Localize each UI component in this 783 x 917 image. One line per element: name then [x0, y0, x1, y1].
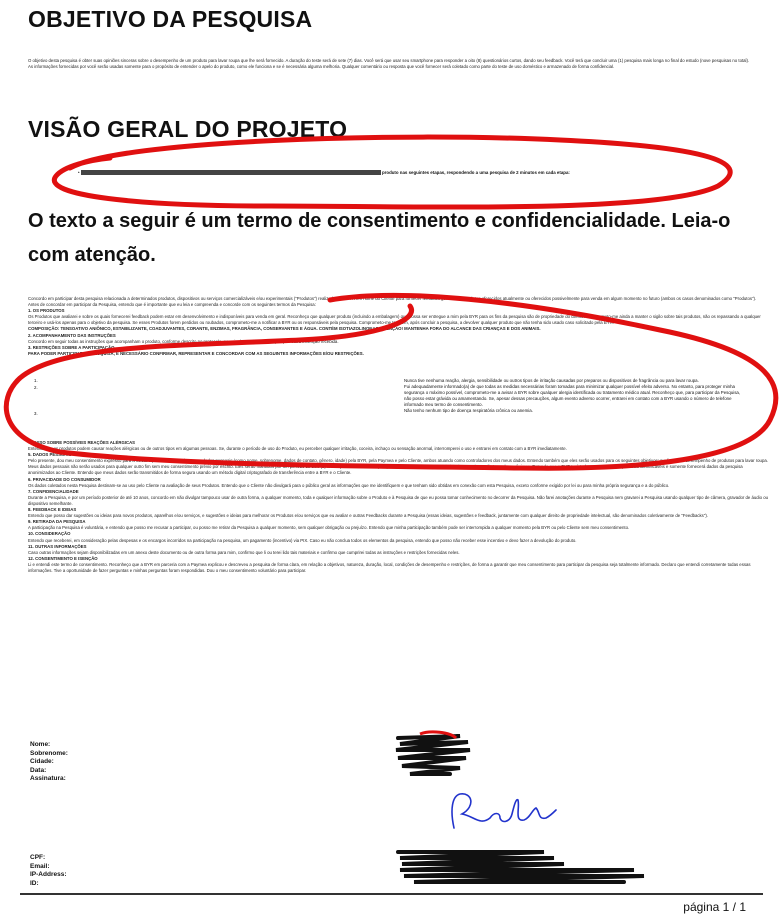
- field-email: Email:: [30, 862, 50, 870]
- visao-bullet-text: produto nas seguintes etapas, respondendo a uma pesquisa de 2 minutos em cada etapa:: [382, 170, 570, 175]
- redaction-scribble-2: [394, 846, 654, 886]
- objetivo-paragraph-2: As informações fornecidas por você serão usadas somente para o propósito de entender o apelo do produto, como ele funciona e se é necessária alguma melhoria. Qualquer comentário ou resposta que você fornecer será coletado como parte do teste de uso doméstico e armazenado de forma confidencial.: [28, 64, 615, 70]
- section-6-text: Os dados coletados nesta Pesquisa destinam-se ao uso pelo Cliente na avaliação de seus Produtos. Entendo que o Cliente não divulgará para o público geral as informações que me identifiquem e que tenham sido obtidas em conexão com esta Pesquisa, exceto conforme exigido por lei ou para minha própria segurança e a do público.: [28, 482, 670, 488]
- red-circle-visao: [54, 137, 730, 207]
- section-2-text: Concordo em seguir todas as instruções que acompanham o produto, conforme descrito no protocolo, no guia do usuário ou em qualquer outra instrução recebida.: [28, 338, 339, 344]
- restrictions-numbers: 1. 2. 3.: [34, 378, 38, 416]
- field-id: ID:: [30, 879, 39, 887]
- section-4-title: 4. AVISO SOBRE POSSÍVEIS REAÇÕES ALÉRGICAS: [28, 440, 136, 445]
- page-number: página 1 / 1: [683, 900, 746, 914]
- section-8-text: Entendo que posso dar sugestões ou ideias para novos produtos, aparelhos e/ou serviços, e sugestões e ideias para melhorar os Produtos e/ou serviços que eu avaliar e outras Feedbacks durante a Pesquisa (essas ideias, sugestões e feedback, juntamente com qualquer direito de propriedade intelectual, são denominados coletivamente de "Feedbacks").: [28, 513, 708, 519]
- objetivo-paragraph-1: O objetivo desta pesquisa é obter suas opiniões sinceras sobre o desempenho de um produto para lavar roupa que lhe será fornecido. A duração do teste será de sete (7) dias. Você será que usar seu smartphone para responder a oito (8) questionários curtos, dando seu feedback. Você terá que concluir uma (1) pesquisa mais longa no final do estudo (nove pesquisas no total).: [28, 58, 750, 63]
- section-1-title: 1. OS PRODUTOS: [28, 308, 65, 314]
- visao-heading: VISÃO GERAL DO PROJETO: [28, 116, 348, 142]
- section-11-title: 11. OUTRAS INFORMAÇÕES: [28, 543, 87, 549]
- section-6-title: 6. PRIVACIDADE DO CONSUMIDOR: [28, 476, 101, 482]
- section-1-text: Os Produtos que avaliarei e sobre os quais fornecerei feedback podem estar em desenvolvimento e indisponíveis para venda em geral. Reconheço que qualquer produto (incluindo a embalagem) que possa ser entregue a mim pela BYR para os fins da pesquisa são de propriedade do cliente. Comprometo-me ainda a manter o sigilo sobre tais produtos, não os repassando a qualquer terceiro e usá-los apenas para o objetivo da pesquisa. Se esses Produtos forem perdidos ou roubados, comprometo-me a notificar a BYR ou os responsáveis pela pesquisa. Comprometo-me também, após concluir a pesquisa, a devolver qualquer produto que não tenha sido usado caso solicitado pela BYR.: [28, 314, 761, 326]
- visao-bullet: • produto nas seguintes etapas, respondendo a uma pesquisa de 2 minutos em cada etapa:: [78, 170, 570, 175]
- section-7-text: Durante a Pesquisa, e por um período posterior de até 10 anos, concordo em não divulgar tampouco usar de outra forma, a qualquer momento, toda e qualquer informação sobre o Produto e à Pesquisa de que eu possa tomar conhecimento no decorrer da Pesquisa. Não farei anotações durante a Pesquisa nem gravarei a Pesquisa usando qualquer tipo de câmera, gravador de áudio ou dispositivo semelhante.: [28, 494, 769, 506]
- section-8-title: 8. FEEDBACK E IDEIAS: [28, 507, 77, 513]
- field-sobrenome: Sobrenome:: [30, 749, 68, 757]
- restriction-2: Fui adequadamente informado(a) de que todas as medidas necessárias foram tomadas para minimizar qualquer possível efeito adverso. No entanto, para proteger minha segurança o máximo possível, comprometo-me a avisar a BYR sobre qualquer alergia identificada ou tratamento médico atual. Reconheço que, para participar da Pesquisa, não posso estar grávida ou amamentando. Se, apesar dessas precauções, algum evento adverso ocorrer, entrarei em contato com a BYR usando o número de telefone informado meu termo de consentimento.: [404, 384, 741, 407]
- section-7-title: 7. CONFIDENCIALIDADE: [28, 488, 79, 494]
- section-5-title: 5. DADOS PESSOAIS: [28, 452, 72, 458]
- field-assinatura: Assinatura:: [30, 775, 66, 783]
- red-circle-restrictions: [6, 295, 776, 468]
- contact-fields: [30, 854, 66, 888]
- redaction-scribble-1: [390, 730, 480, 780]
- section-9-text: A participação na Pesquisa é voluntária, e entendo que posso me recusar a participar, ou posso me retirar da Pesquisa a qualquer momento, sem qualquer obrigação ou prejuízo. Entendo que minha participação também pode ser interrompida a qualquer momento pela BYR ou pelo Cliente sem meu consentimento.: [28, 525, 630, 531]
- section-2-title: 2. ACOMPANHAMENTO DAS INSTRUÇÕES: [28, 332, 116, 338]
- section-12-title: 12. CONSENTIMENTO E ISENÇÃO: [28, 555, 98, 561]
- section-4-text: Entendo que os produtos podem causar reações alérgicas ou de outros tipos em algumas pessoas. Se, durante o período de uso do Produto, eu perceber qualquer irritação, coceira, inchaço ou sensação anormal, interromperei o uso e entrarei em contato com a BYR imediatamente.: [28, 446, 567, 452]
- section-12-text: Li e entendi este termo de consentimento. Reconheço que a BYR em parceria com a Paymea explicou e descreveu a pesquisa de forma clara, em relação a objetivos, natureza, duração, local, condições de desempenho e restrições, de forma a garantir que meu consentimento para participar da pesquisa seja totalmente informado. Declaro que entendi corretamente todas essas informações. Tive a oportunidade de fazer perguntas e minhas perguntas foram respondidas. Dou o meu consentimento voluntário para participar.: [28, 561, 751, 573]
- section-3-text: PARA PODER PARTICIPAR DA PESQUISA, É NECESSÁRIO CONFIRMAR, REPRESENTAR E CONCORDAR COM AS SEGUINTES INFORMAÇÕES E/OU RESTRIÇÕES.: [28, 350, 364, 356]
- field-data: Data:: [30, 766, 47, 774]
- restriction-1: Nunca tive nenhuma reação, alergia, sensibilidade ou outros tipos de irritação causadas por preparos ou dispositivos de fragrância ou para lavar roupa.: [404, 378, 699, 383]
- field-cpf: CPF:: [30, 854, 46, 861]
- section-10-title: 10. CONSIDERAÇÃO: [28, 531, 71, 537]
- restriction-3: Não tenho nenhum tipo de doença respiratória crônica ou anemia.: [404, 408, 533, 413]
- consent-heading: O texto a seguir é um termo de consentimento e confidencialidade. Leia-o com atenção.: [28, 210, 731, 266]
- signature-fields: [30, 741, 68, 784]
- section-9-title: 9. RETIRADA DA PESQUISA: [28, 519, 86, 525]
- field-cidade: Cidade:: [30, 758, 54, 766]
- signature-scribble: [440, 788, 560, 838]
- section-5-text: Pelo presente, dou meu consentimento expresso para a coleta e processamento dos meus dados pessoais (como nome, sobrenome, dados de contato, gênero, idade) pela BYR, pela Paymea e pelo Cliente, ambos atuando como controladores dos meus dados. Entendo também que eles serão usados para os seguintes objetivos: Avaliação do desempenho de produtos para lavar roupa. Meus dados pessoais não serão usados para qualquer outro fim sem meu consentimento prévio por escrito. Eles serão mantidos por um período de dois (2) anos após a conclusão da pesquisa, momento em que meus dados da pesquisa serão tornados anônimos. Entendo que a BYR terá todos os meus dados pessoais identificáveis e somente fornecerá dados da pesquisa anonimizados ao Cliente. Entendo que meus dados serão transmitidos de forma segura usando um método digital criptografado de transferência entre a BYR e o Cliente.: [28, 458, 768, 476]
- body-intro: Concordo em participar desta pesquisa relacionada a determinados produtos, dispositivos ou serviços comercializáveis e/ou experimentais ("Produtos") realizada pela BYR em nome do Cliente para fornecer feedback geral sobre produtos oferecidos atualmente ou oferecidos possivelmente para venda em algum momento no futuro (ambos os casos denominados como "Produtos"). Antes de concordar em participar da Pesquisa, entendo que é importante que eu leia e compreenda e concorde com os seguintes termos da Pesquisa:: [28, 296, 757, 308]
- field-ip: IP-Address:: [30, 871, 67, 879]
- field-nome: Nome:: [30, 741, 51, 748]
- objetivo-heading: OBJETIVO DA PESQUISA: [28, 6, 313, 32]
- section-3-title: 3. RESTRIÇÕES SOBRE A PARTICIPAÇÃO: [28, 344, 115, 350]
- section-1-warning: COMPOSIÇÃO: TENSOATIVO ANIÔNICO, ESTABILIZANTE, COADJUVANTES, CORANTE, ENZIMAS, FRAGRÂNCIA, CONSERVANTES E ÁGUA. CONTÉM ISOTIAZOLINONAS. ATENÇÃO! MANTENHA FORA DO ALCANCE DAS CRIANÇAS E DOS ANIMAIS.: [28, 326, 541, 332]
- footer-divider: [20, 893, 763, 895]
- section-10-text: Entendo que receberei, em consideração pelas despesas e os encargos incorridos na participação na pesquisa, um pagamento (incentivo) via PIX. Caso eu não conclua todos os elementos da pesquisa, entendo que posso não receber esse incentivo e devo fazer a devolução do produto.: [28, 537, 577, 543]
- section-11-text: Caso outras informações sejam disponibilizadas em um anexo deste documento ou de outra forma para mim, confirmo que li ou terei lido tais materiais e confirmo que cumprirei todas as instruções e restrições fornecidas neles.: [28, 549, 460, 555]
